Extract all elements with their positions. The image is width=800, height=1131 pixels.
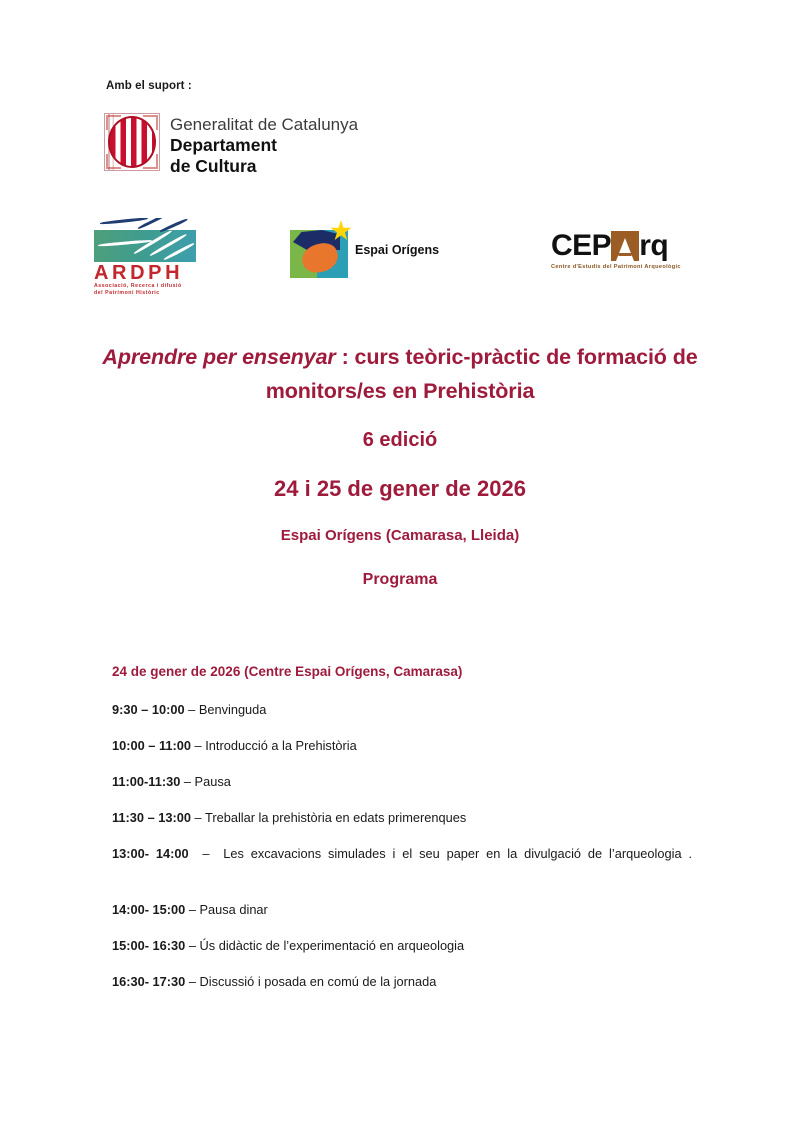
programme-slot xyxy=(112,972,692,992)
programme-slot xyxy=(112,808,692,828)
programme-slot xyxy=(112,736,692,756)
support-label: Amb el suport : xyxy=(106,80,192,92)
slot-separator: – xyxy=(180,774,195,789)
slot-description: Pausa xyxy=(194,774,231,789)
programme-section xyxy=(112,662,692,992)
edition-line: 6 edició xyxy=(362,429,438,451)
ceparq-part-rq: rq xyxy=(639,229,669,262)
ardph-subtitle-line-1: Associació, Recerca i difusió xyxy=(94,283,182,289)
slot-time: 9:30 – 10:00 xyxy=(112,702,185,717)
programme-slot xyxy=(112,900,692,920)
ardph-acronym: ARDPH xyxy=(94,262,184,284)
slot-description: Benvinguda xyxy=(198,702,267,717)
senyera-shield-icon xyxy=(104,113,160,171)
ceparq-wordmark xyxy=(551,230,686,262)
slot-time: 16:30- 17:30 xyxy=(112,974,186,989)
slot-separator: – xyxy=(188,846,224,861)
venue-line: Espai Orígens (Camarasa, Lleida) xyxy=(280,527,520,544)
course-title xyxy=(100,340,700,408)
slot-description: Pausa dinar xyxy=(199,902,268,917)
ceparq-logo xyxy=(551,230,686,272)
espai-origens-label: Espai Orígens xyxy=(355,243,440,257)
programme-slot xyxy=(112,844,692,884)
generalitat-line-2: Departament xyxy=(170,135,277,155)
slot-separator: – xyxy=(185,974,200,989)
slot-description: Les excavacions simulades i el seu paper en la divulgació de l’arqueologia . xyxy=(223,846,693,861)
title-block xyxy=(100,340,700,592)
slot-separator: – xyxy=(185,938,200,953)
slot-time: 11:30 – 13:00 xyxy=(112,810,191,825)
slot-separator: – xyxy=(185,902,200,917)
slot-time: 10:00 – 11:00 xyxy=(112,738,191,753)
slot-description: Introducció a la Prehistòria xyxy=(205,738,357,753)
slot-time: 15:00- 16:30 xyxy=(112,938,186,953)
ardph-mountains-icon xyxy=(94,218,196,262)
ceparq-letter-a-block xyxy=(611,231,639,261)
ceparq-part-cep: CEP xyxy=(551,229,612,262)
slot-separator: – xyxy=(190,738,206,753)
day-heading: 24 de gener de 2026 (Centre Espai Orígens, Camarasa) xyxy=(112,664,463,679)
slot-time: 14:00- 15:00 xyxy=(112,902,186,917)
slot-time: 11:00-11:30 xyxy=(112,774,181,789)
programa-heading: Programa xyxy=(362,571,438,588)
course-title-rest: : curs teòric-pràctic de formació de monitors/es en Prehistòria xyxy=(265,345,698,403)
programme-slot-list xyxy=(112,700,692,992)
slot-description: Discussió i posada en comú de la jornada xyxy=(199,974,437,989)
slot-separator: – xyxy=(184,702,199,717)
generalitat-line-1: Generalitat de Catalunya xyxy=(170,115,359,134)
ceparq-subtitle: Centre d'Estudis del Patrimoni Arqueològic xyxy=(551,264,681,270)
programme-slot xyxy=(112,772,692,792)
programme-slot xyxy=(112,936,692,956)
slot-description: Ús didàctic de l’experimentació en arqueologia xyxy=(199,938,465,953)
slot-time: 13:00- 14:00 xyxy=(112,846,189,861)
espai-origens-logo xyxy=(290,222,439,278)
espai-origens-mark-icon xyxy=(290,222,348,278)
course-title-emphasis: Aprendre per ensenyar xyxy=(102,345,336,369)
ardph-subtitle-line-2: del Patrimoni Històric xyxy=(94,290,160,296)
slot-description: Treballar la prehistòria en edats primerenques xyxy=(204,810,467,825)
generalitat-line-3: de Cultura xyxy=(170,156,257,176)
ardph-logo xyxy=(94,218,196,297)
generalitat-logo-text xyxy=(170,113,358,177)
slot-separator: – xyxy=(190,810,205,825)
programme-slot xyxy=(112,700,692,720)
generalitat-de-catalunya-logo xyxy=(104,113,358,177)
dates-line: 24 i 25 de gener de 2026 xyxy=(274,476,526,501)
